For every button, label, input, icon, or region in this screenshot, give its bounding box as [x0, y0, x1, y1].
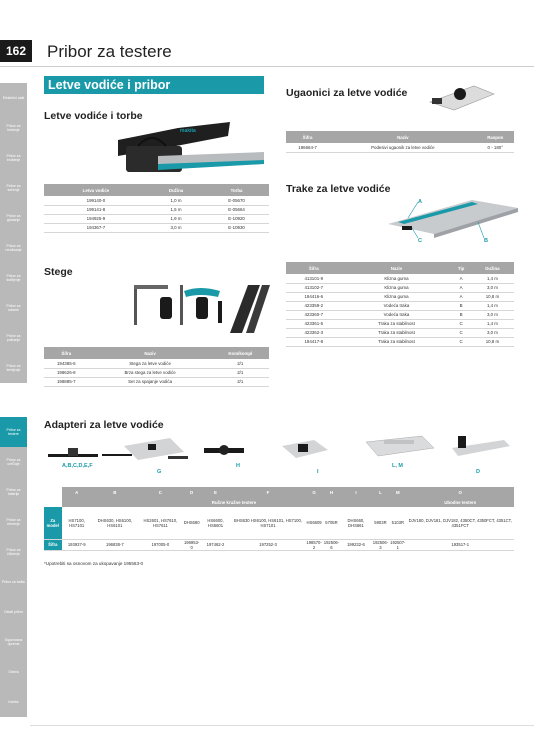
group-manual-header: Ručne kružne testere [62, 497, 407, 507]
strip-label-c: C [418, 238, 422, 244]
adapter-letter-header: M [389, 487, 406, 497]
adapter-label-lm: L, M [392, 463, 403, 469]
adapter-letter-header: A [62, 487, 92, 497]
table-row [286, 274, 514, 283]
sidebar-tab[interactable]: Pribor za baštu [0, 567, 27, 597]
table-cell: Set za spajanje vodića [89, 377, 212, 386]
adapter-code-cell: 197005-0 [138, 539, 183, 550]
table-cell: A [451, 274, 471, 283]
table-cell: C [451, 319, 471, 328]
sidebar-tab[interactable]: Pribor za čišćenje [0, 537, 27, 567]
column-header: Torba [204, 184, 269, 196]
table-cell: Stega za letve vodiće [89, 359, 212, 368]
table-row [286, 283, 514, 292]
table-cell: E-05670 [204, 196, 269, 205]
table-cell: C [451, 328, 471, 337]
sidebar-tab[interactable]: Pribor za udarne [0, 293, 27, 323]
table-cell: 1,4 m [471, 274, 514, 283]
heading-adapteri: Adapteri za letve vodiće [44, 419, 164, 431]
adapter-model-cell: HS6600, HS6601 [200, 507, 230, 539]
adapter-model-cell: DHS680 [183, 507, 200, 539]
table-cell: 413101-9 [286, 274, 342, 283]
adapter-model-cell: BHS630 HS6100, HS6101, HS7100, HS7101 [231, 507, 306, 539]
table-cell: 423359-2 [286, 301, 342, 310]
table-row [286, 310, 514, 319]
table-cell: Vodeća traka [342, 310, 452, 319]
sidebar-tab[interactable]: Pribor za poliranje [0, 323, 27, 353]
column-header: Šifra [44, 347, 89, 359]
table-row [286, 301, 514, 310]
table-cell: 3,0 m [471, 328, 514, 337]
adapter-code-cell: 199232-6 [340, 539, 372, 550]
adapter-letter-header: I [340, 487, 372, 497]
adapter-letter-header: F [231, 487, 306, 497]
table-cell: 2/1 [212, 377, 269, 386]
adapter-model-cell: HS2601, HS7610, HS7611 [138, 507, 183, 539]
adapters-image [44, 432, 514, 476]
table-cell: E-05664 [204, 205, 269, 214]
section-banner: Letve vodiće i pribor [44, 76, 264, 94]
table-cell: 2/1 [212, 359, 269, 368]
stege-table [44, 347, 269, 387]
footnote: *Upotrebiti sa osnovom za ukopavanje 195563-0 [44, 561, 144, 566]
adapter-code-cell: 197462-2 [200, 539, 230, 550]
table-cell: 194367-7 [44, 223, 148, 232]
adapter-letter-header: B [92, 487, 138, 497]
adapter-table [44, 487, 514, 551]
column-header: Šifra [286, 131, 329, 143]
table-cell: Klizna guma [342, 292, 452, 301]
adapter-code-cell: 196838-7 [92, 539, 138, 550]
table-cell: 1,5 m [148, 205, 204, 214]
adapter-letter-header: G [305, 487, 322, 497]
table-row [286, 328, 514, 337]
table-cell: 3,0 m [471, 283, 514, 292]
adapter-code-cell: 196953-0 [183, 539, 200, 550]
guide-rail-bag-image [118, 122, 264, 174]
sidebar-tab[interactable]: Pribor za bušenje [0, 113, 27, 143]
table-row [44, 205, 269, 214]
sidebar-tab[interactable]: Pribor za merenje [0, 507, 27, 537]
adapter-model-cell: 5903R [372, 507, 389, 539]
table-cell: 423360-7 [286, 310, 342, 319]
adapter-letter-header: D [183, 487, 200, 497]
sidebar-tab[interactable]: Pribor za brušenje [0, 143, 27, 173]
table-cell: 3,0 m [148, 223, 204, 232]
adapter-label-g: G [157, 469, 162, 475]
heading-stege: Stege [44, 266, 73, 278]
table-cell: Klizna guma [342, 283, 452, 292]
adapter-model-cell: DHS660, DHS661 [340, 507, 372, 539]
sidebar-tab[interactable]: Pribor za rendisanje [0, 233, 27, 263]
adapter-label-i: I [317, 469, 319, 475]
column-header: Naziv [89, 347, 212, 359]
strips-image [388, 198, 518, 246]
table-row [286, 337, 514, 346]
sidebar-tab[interactable]: Odeća [0, 657, 27, 687]
column-header: Raspon [477, 131, 514, 143]
table-cell: Brza stega za letve vodiće [89, 368, 212, 377]
title-divider [0, 66, 534, 67]
sidebar-tab[interactable]: Ostali pribor [0, 597, 27, 627]
table-cell: Traka za stabilnost [342, 328, 452, 337]
adapter-model-cell: HS6609 [305, 507, 322, 539]
row-label-model: Za model [44, 507, 62, 539]
table-cell: A [451, 292, 471, 301]
column-header: Dužina [471, 262, 514, 274]
adapter-code-cell: 192507-1 [390, 539, 406, 550]
table-cell: 194925-9 [44, 214, 148, 223]
adapter-label-d: D [476, 469, 480, 475]
table-cell: B [451, 310, 471, 319]
column-header: Naziv [342, 262, 452, 274]
sidebar-tab[interactable]: Pribor za lemljenje [0, 353, 27, 383]
adapter-letter-header: H [323, 487, 340, 497]
table-cell: 0 - 180° [477, 143, 514, 152]
sidebar-tab[interactable]: Pribor za baterije [0, 477, 27, 507]
sidebar-tab[interactable]: Pribor za testere [0, 417, 27, 447]
column-header: Naziv [329, 131, 476, 143]
adapter-model-cell: HS7100, HS7101 [62, 507, 92, 539]
ugaonik-table [286, 131, 514, 153]
table-cell: 1,4 m [471, 319, 514, 328]
table-cell: 423361-5 [286, 319, 342, 328]
table-cell: 198885-7 [44, 377, 89, 386]
column-header: Dužina [148, 184, 204, 196]
svg-text:makita: makita [180, 128, 196, 134]
table-cell: 198626-8 [44, 368, 89, 377]
table-cell: Klizna guma [342, 274, 452, 283]
table-cell: 423362-3 [286, 328, 342, 337]
strip-label-b: B [484, 238, 488, 244]
table-cell: 199141-8 [44, 205, 148, 214]
table-cell: A [451, 283, 471, 292]
letve-table [44, 184, 269, 233]
sidebar-tab[interactable]: Sigurnosna oprema [0, 627, 27, 657]
table-row [286, 292, 514, 301]
column-header: Šifra [286, 262, 342, 274]
group-table-header: Ubodne testere [406, 497, 514, 507]
trake-table [286, 262, 514, 347]
table-cell: 10,8 m [471, 292, 514, 301]
heading-trake: Trake za letve vodiće [286, 183, 391, 195]
sidebar-tab[interactable]: Indeks [0, 687, 27, 717]
sidebar-tab[interactable]: Pribor za ureĎaje [0, 447, 27, 477]
adapter-code-cell: 197252-3 [231, 539, 306, 550]
adapter-letter-header: E [200, 487, 230, 497]
adapter-code-cell: 198570-2 [306, 539, 322, 550]
table-cell: Traka za stabilnost [342, 319, 452, 328]
table-cell: 2/1 [212, 368, 269, 377]
table-cell: 1,0 m [148, 196, 204, 205]
table-row [44, 214, 269, 223]
heading-ugaonici: Ugaonici za letve vodiće [286, 87, 408, 99]
table-cell: 199140-0 [44, 196, 148, 205]
table-row [44, 368, 269, 377]
table-cell: B [451, 301, 471, 310]
table-cell: Traka za stabilnost [342, 337, 452, 346]
table-row [44, 359, 269, 368]
page-number: 162 [0, 40, 32, 62]
adapter-model-cell: 5103R [389, 507, 406, 539]
sidebar-tab[interactable]: Pribor za sečenje [0, 173, 27, 203]
table-cell: 10,8 m [471, 337, 514, 346]
table-cell: 196664-7 [286, 143, 329, 152]
strip-label-a: A [418, 199, 422, 205]
sidebar-tab[interactable]: Pribor za šrafljenje [0, 263, 27, 293]
table-cell: 1,9 m [148, 214, 204, 223]
column-header: Letva vodiće [44, 184, 148, 196]
adapter-label-abcdef: A,B,C,D,E,F [62, 463, 93, 469]
row-label-code: Šifra [44, 539, 62, 550]
table-row [286, 143, 514, 152]
table-cell: 194416-6 [286, 292, 342, 301]
table-cell: Podesivi ugaonik za letve vodiće [329, 143, 476, 152]
table-row [44, 377, 269, 386]
adapter-letter-header: L [372, 487, 389, 497]
clamps-image [130, 283, 270, 335]
table-cell: 194385-5 [44, 359, 89, 368]
table-cell: 3,0 m [471, 310, 514, 319]
table-cell: 194417-8 [286, 337, 342, 346]
page-title: Pribor za testere [47, 42, 172, 61]
adapter-code-cell: 192506-3 [372, 539, 389, 550]
adapter-model-cell: DHS630, HS6100, HS6101 [92, 507, 138, 539]
table-cell: 413102-7 [286, 283, 342, 292]
sidebar-tab[interactable]: Pribor za glodanje [0, 203, 27, 233]
adapter-model-cell: 5705R [323, 507, 340, 539]
column-header: Kom/kompl [212, 347, 269, 359]
table-row [286, 319, 514, 328]
adapter-code-cell: 193517-1 [406, 539, 514, 550]
table-cell: E-10930 [204, 223, 269, 232]
bottom-divider [30, 725, 534, 726]
table-row [44, 223, 269, 232]
sidebar-tab[interactable]: Električni alati [0, 83, 27, 113]
adapter-model-cell: DJV180, DJV181, DJV182, 4350CT, 4350FCT, 4351CT, 4351FCT [406, 507, 514, 539]
adapter-label-h: H [236, 463, 240, 469]
adapter-code-cell: 193937-9 [62, 539, 92, 550]
angle-guide-image [424, 80, 500, 114]
heading-letve-torbe: Letve vodiće i torbe [44, 110, 143, 122]
table-cell: 1,4 m [471, 301, 514, 310]
table-row [44, 196, 269, 205]
adapter-letter-header: O [406, 487, 514, 497]
column-header: Tip [451, 262, 471, 274]
table-cell: C [451, 337, 471, 346]
table-cell: E-10920 [204, 214, 269, 223]
table-cell: Vodeća traka [342, 301, 452, 310]
adapter-letter-header: C [138, 487, 183, 497]
adapter-code-cell: 192506-6 [323, 539, 340, 550]
blank-header [44, 487, 62, 497]
